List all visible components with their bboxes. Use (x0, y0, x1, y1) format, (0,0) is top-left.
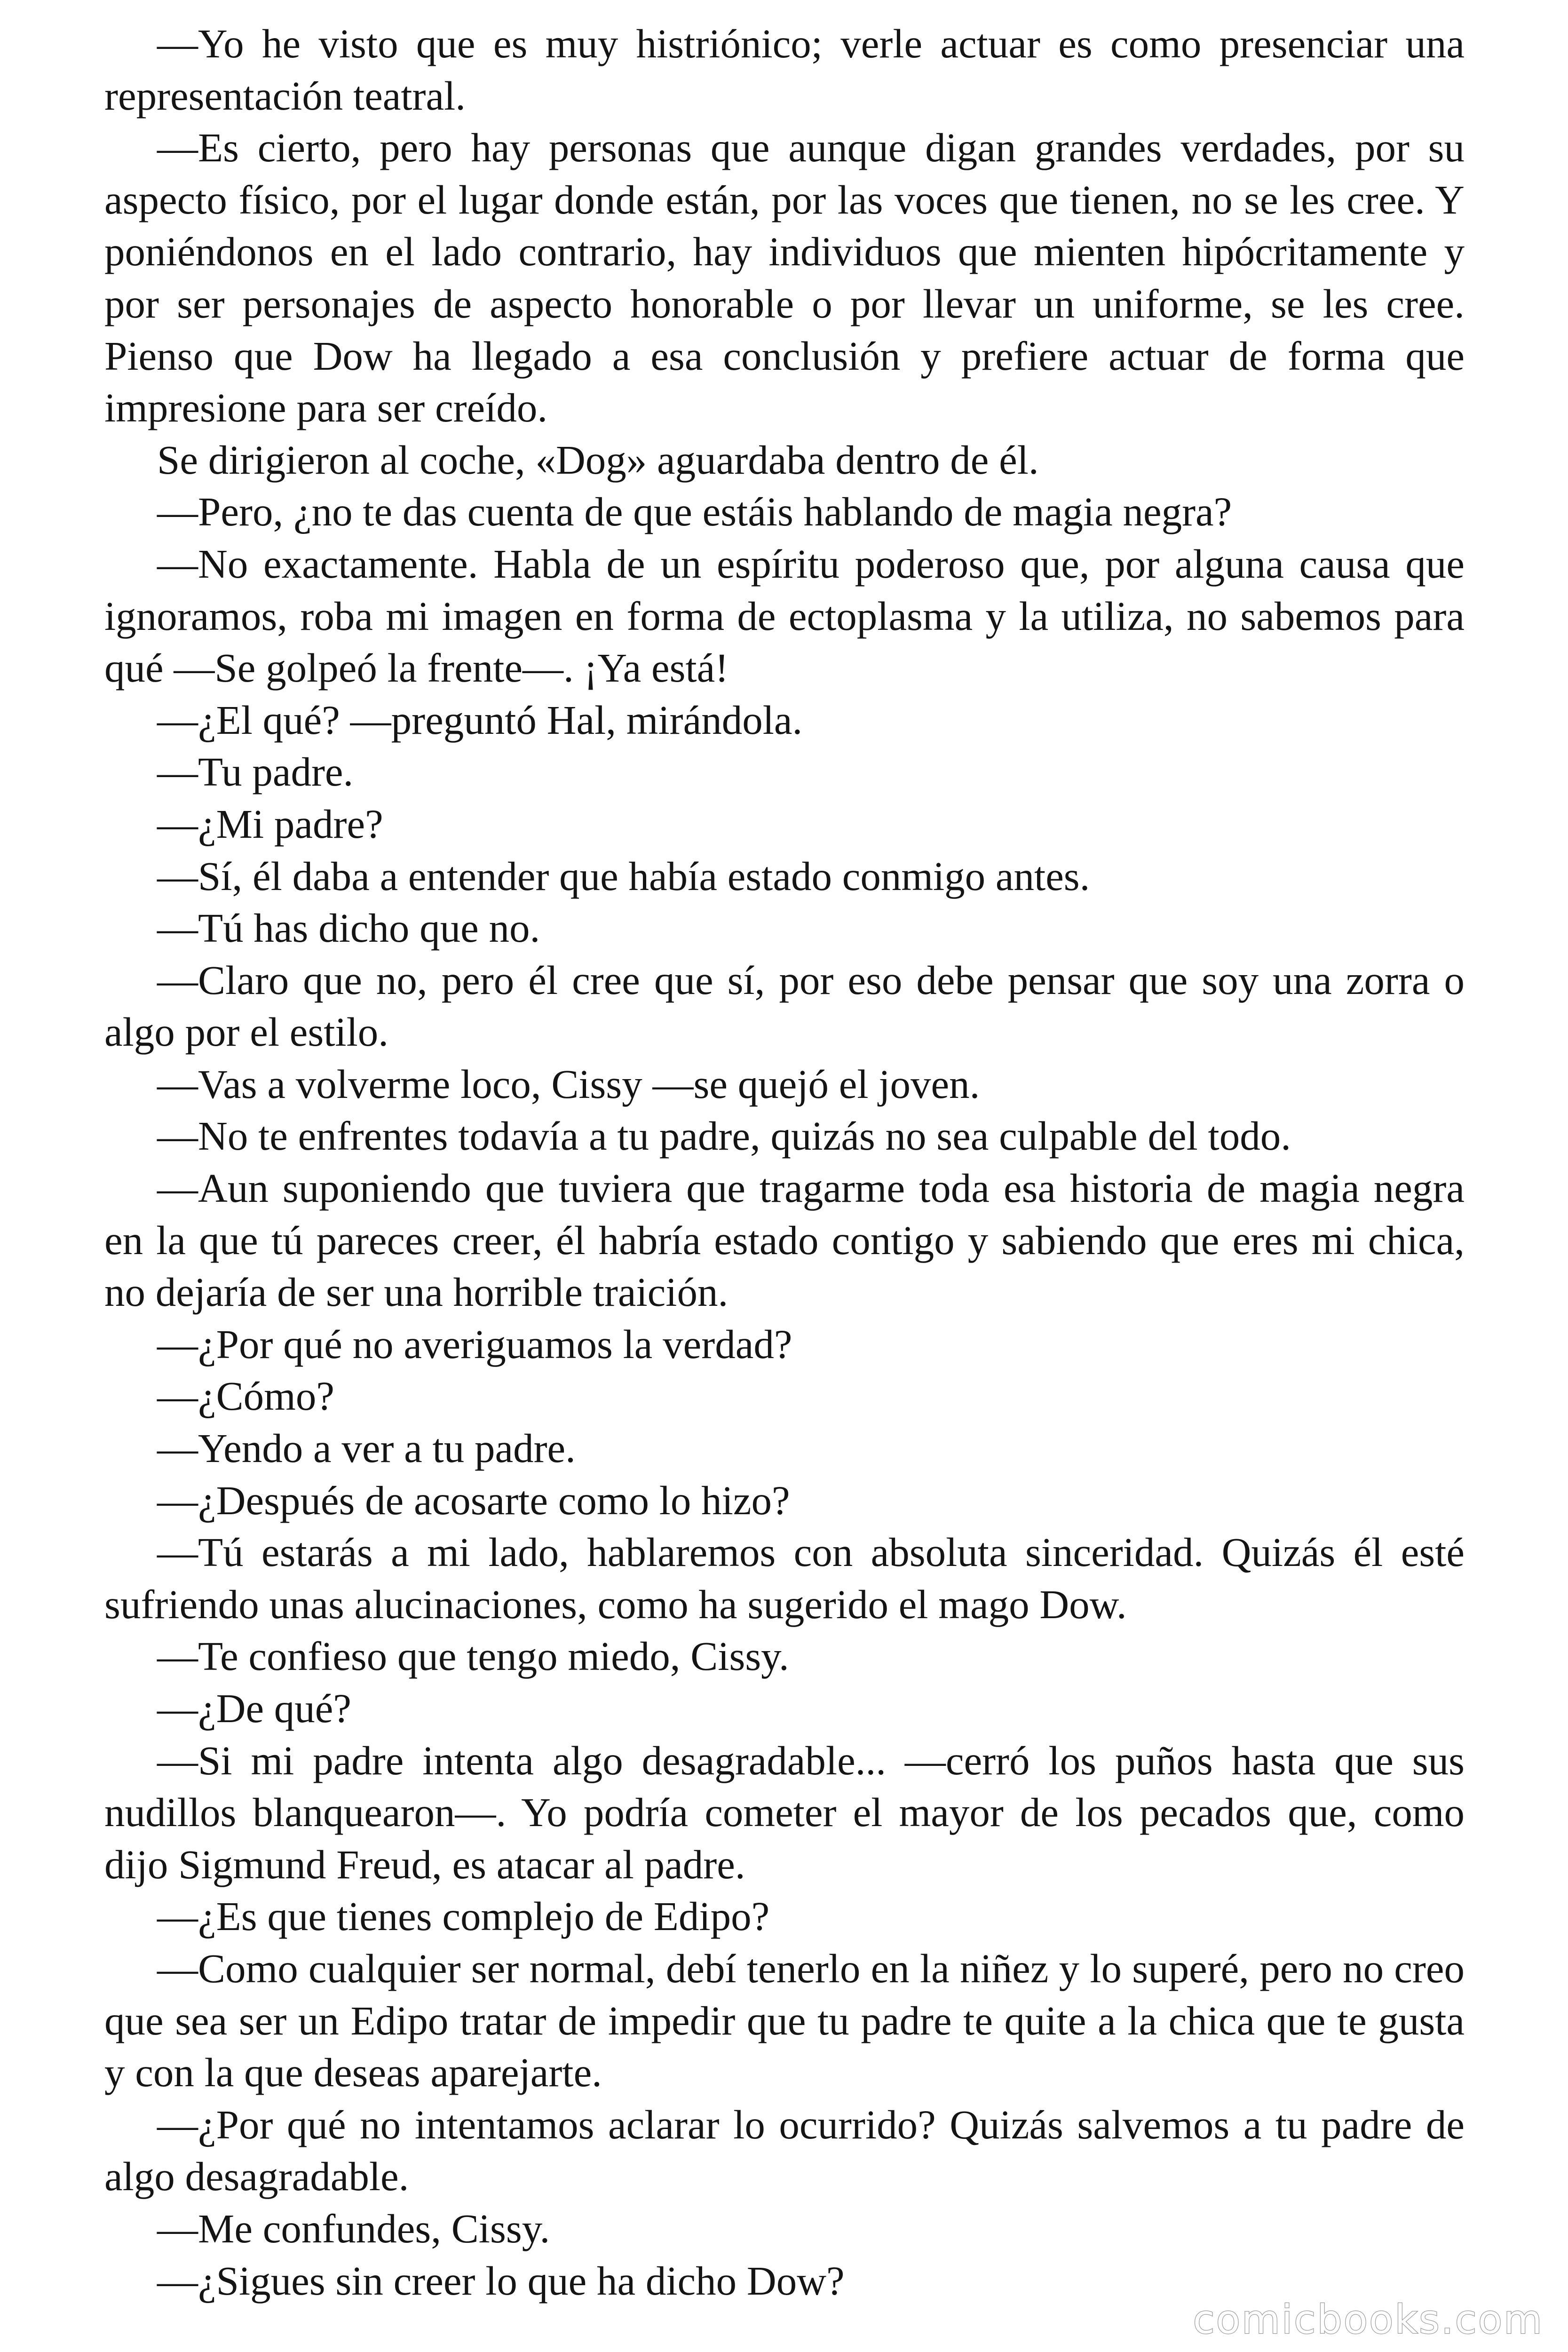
paragraph: —No exactamente. Habla de un espíritu poderoso que, por alguna causa que ignoramos, roba mi imagen en forma de ectoplasma y la utiliza, no sabemos para qué —Se golpeó la frente—. ¡Ya está! (104, 540, 1465, 691)
paragraph: Se dirigieron al coche, «Dog» aguardaba dentro de él. (157, 437, 1039, 483)
paragraph: —Tu padre. (157, 749, 354, 795)
paragraph: —Me confundes, Cissy. (157, 2205, 550, 2251)
paragraph: —¿Es que tienes complejo de Edipo? (157, 1893, 770, 1939)
page-text (104, 18, 1465, 2307)
paragraph: —Tú estarás a mi lado, hablaremos con absoluta sinceridad. Quizás él esté sufriendo unas alucinaciones, como ha sugerido el mago Dow. (104, 1529, 1465, 1627)
paragraph: —Pero, ¿no te das cuenta de que estáis hablando de magia negra? (157, 489, 1232, 535)
paragraph: —Claro que no, pero él cree que sí, por eso debe pensar que soy una zorra o algo por el estilo. (104, 957, 1465, 1055)
paragraph: —¿Por qué no averiguamos la verdad? (157, 1321, 792, 1367)
paragraph: —¿Mi padre? (157, 801, 383, 847)
paragraph: —No te enfrentes todavía a tu padre, quizás no sea culpable del todo. (157, 1113, 1291, 1159)
paragraph: —¿El qué? —preguntó Hal, mirándola. (157, 697, 803, 743)
paragraph: —Aun suponiendo que tuviera que tragarme toda esa historia de magia negra en la que tú pareces creer, él habría estado contigo y sabiendo que eres mi chica, no dejaría de ser una horrible traición. (104, 1165, 1465, 1315)
paragraph: —¿De qué? (157, 1685, 352, 1731)
paragraph: —Es cierto, pero hay personas que aunque digan grandes verdades, por su aspecto físico, por el lugar donde están, por las voces que tienen, no se les cree. Y poniéndonos en el lado contrario, hay individuos que mienten hipócritamente y por ser personajes de aspecto honorable o por llevar un uniforme, se les cree. Pienso que Dow ha llegado a esa conclusión y prefiere actuar de forma que impresione para ser creído. (104, 125, 1465, 431)
paragraph: —¿Cómo? (157, 1373, 334, 1419)
paragraph: —Si mi padre intenta algo desagradable... —cerró los puños hasta que sus nudillos blanquearon—. Yo podría cometer el mayor de los pecados que, como dijo Sigmund Freud, es atacar al padre. (104, 1737, 1465, 1887)
paragraph: —Te confieso que tengo miedo, Cissy. (157, 1633, 789, 1679)
paragraph: —¿Después de acosarte como lo hizo? (157, 1477, 790, 1523)
paragraph: —Yo he visto que es muy histriónico; verle actuar es como presenciar una representación teatral. (104, 21, 1465, 119)
watermark: comicbooks.com (1193, 2296, 1544, 2343)
paragraph: —Vas a volverme loco, Cissy —se quejó el joven. (157, 1061, 980, 1107)
paragraph: —Tú has dicho que no. (157, 905, 540, 951)
paragraph: —Como cualquier ser normal, debí tenerlo en la niñez y lo superé, pero no creo que sea ser un Edipo tratar de impedir que tu padre te quite a la chica que te gusta y con la que deseas aparejarte. (104, 1945, 1465, 2096)
paragraph: —Sí, él daba a entender que había estado conmigo antes. (157, 853, 1090, 899)
paragraph: —¿Por qué no intentamos aclarar lo ocurrido? Quizás salvemos a tu padre de algo desagradable. (104, 2101, 1465, 2200)
paragraph: —Yendo a ver a tu padre. (157, 1425, 576, 1471)
paragraph: —¿Sigues sin creer lo que ha dicho Dow? (157, 2257, 845, 2304)
